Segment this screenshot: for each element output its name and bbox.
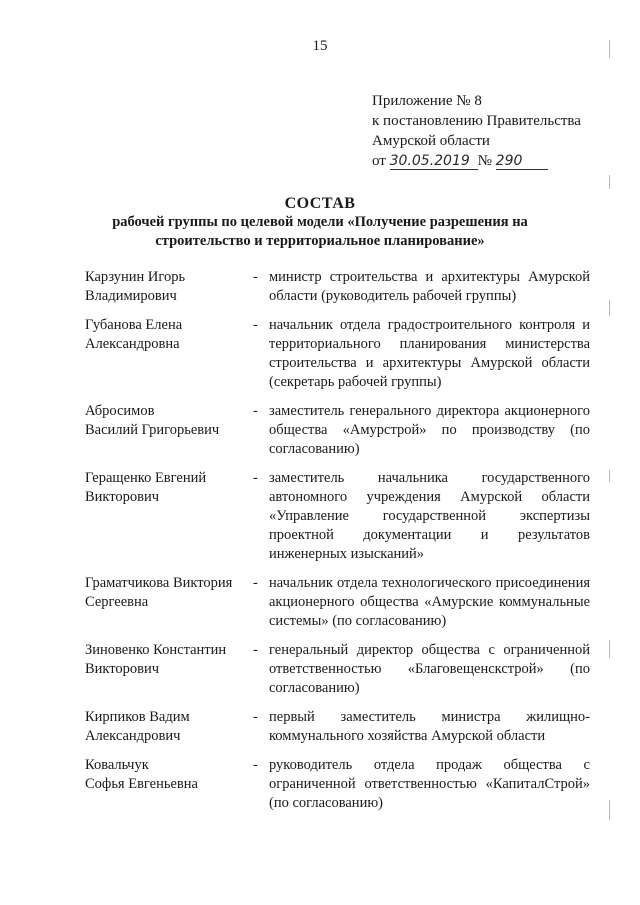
member-name-line1: Губанова Елена [85, 317, 183, 333]
member-name-line2: Александровна [85, 336, 180, 352]
member-name [85, 268, 253, 306]
members-list [85, 268, 590, 823]
page-number: 15 [312, 38, 328, 54]
member-position: руководитель отдела продаж общества с ограниченной ответственностью «КапиталСтрой» (по согласованию) [269, 757, 590, 811]
member-dash: - [253, 709, 258, 725]
member-row [85, 756, 590, 813]
scan-margin-mark [609, 800, 610, 820]
scan-margin-mark [609, 40, 610, 58]
member-name-line2: Василий Григорьевич [85, 422, 220, 438]
handwritten-number: 290 [496, 153, 548, 170]
member-name-line2: Викторович [85, 489, 160, 505]
member-name [85, 708, 253, 746]
document-subtitle: рабочей группы по целевой модели «Получение разрешения на строительство и территориальное планирование» [112, 214, 528, 249]
member-name-line1: Ковальчук [85, 757, 149, 773]
member-name-line2: Софья Евгеньевна [85, 776, 198, 792]
member-name [85, 641, 253, 698]
member-row [85, 641, 590, 698]
appendix-block [372, 91, 612, 171]
member-dash: - [253, 269, 258, 285]
member-dash: - [253, 642, 258, 658]
member-position: начальник отдела градостроительного контроля и территориального планирования министерства строительства и архитектуры Амурской области (секретарь рабочей группы) [269, 317, 590, 390]
member-name [85, 402, 253, 459]
scan-margin-mark [609, 175, 610, 189]
scan-margin-mark [609, 640, 610, 658]
member-row [85, 574, 590, 631]
member-name [85, 756, 253, 813]
member-name [85, 574, 253, 631]
member-name-line1: Кирпиков Вадим [85, 709, 190, 725]
member-dash: - [253, 317, 258, 333]
member-dash: - [253, 757, 258, 773]
member-name-line2: Владимирович [85, 288, 177, 304]
member-name [85, 316, 253, 392]
member-dash: - [253, 575, 258, 591]
member-name-line2: Александрович [85, 728, 181, 744]
member-position: министр строительства и архитектуры Амурской области (руководитель рабочей группы) [269, 269, 590, 304]
member-name-line2: Сергеевна [85, 594, 149, 610]
member-position: заместитель генерального директора акционерного общества «Амурстрой» по производству (по согласованию) [269, 403, 590, 457]
member-name-line1: Геращенко Евгений [85, 470, 207, 486]
member-position: начальник отдела технологического присоединения акционерного общества «Амурские коммунальные системы» (по согласованию) [269, 575, 590, 629]
appendix-resolution: к постановлению Правительства [372, 113, 581, 129]
member-position: заместитель начальника государственного автономного учреждения Амурской области «Управление государственной экспертизы проектной документации и результатов инженерных изысканий» [269, 470, 590, 562]
document-title: СОСТАВ [284, 195, 356, 212]
member-name-line1: Абросимов [85, 403, 155, 419]
appendix-date-line [372, 151, 612, 171]
member-row [85, 708, 590, 746]
scan-margin-mark [609, 300, 610, 316]
scan-margin-mark [609, 470, 610, 482]
appendix-title: Приложение № 8 [372, 93, 482, 109]
member-position: генеральный директор общества с ограниченной ответственностью «Благовещенскстрой» (по согласованию) [269, 642, 590, 696]
handwritten-date: 30.05.2019 [390, 153, 478, 170]
member-dash: - [253, 470, 258, 486]
member-name-line2: Викторович [85, 661, 160, 677]
appendix-region: Амурской области [372, 133, 490, 149]
member-position: первый заместитель министра жилищно-коммунального хозяйства Амурской области [269, 709, 590, 744]
date-prefix: от [372, 153, 386, 169]
member-name [85, 469, 253, 564]
member-name-line1: Граматчикова Виктория [85, 575, 233, 591]
member-row [85, 268, 590, 306]
member-row [85, 316, 590, 392]
member-row [85, 469, 590, 564]
member-name-line1: Зиновенко Константин [85, 642, 227, 658]
member-row [85, 402, 590, 459]
number-prefix: № [477, 153, 492, 169]
member-name-line1: Карзунин Игорь [85, 269, 186, 285]
member-dash: - [253, 403, 258, 419]
